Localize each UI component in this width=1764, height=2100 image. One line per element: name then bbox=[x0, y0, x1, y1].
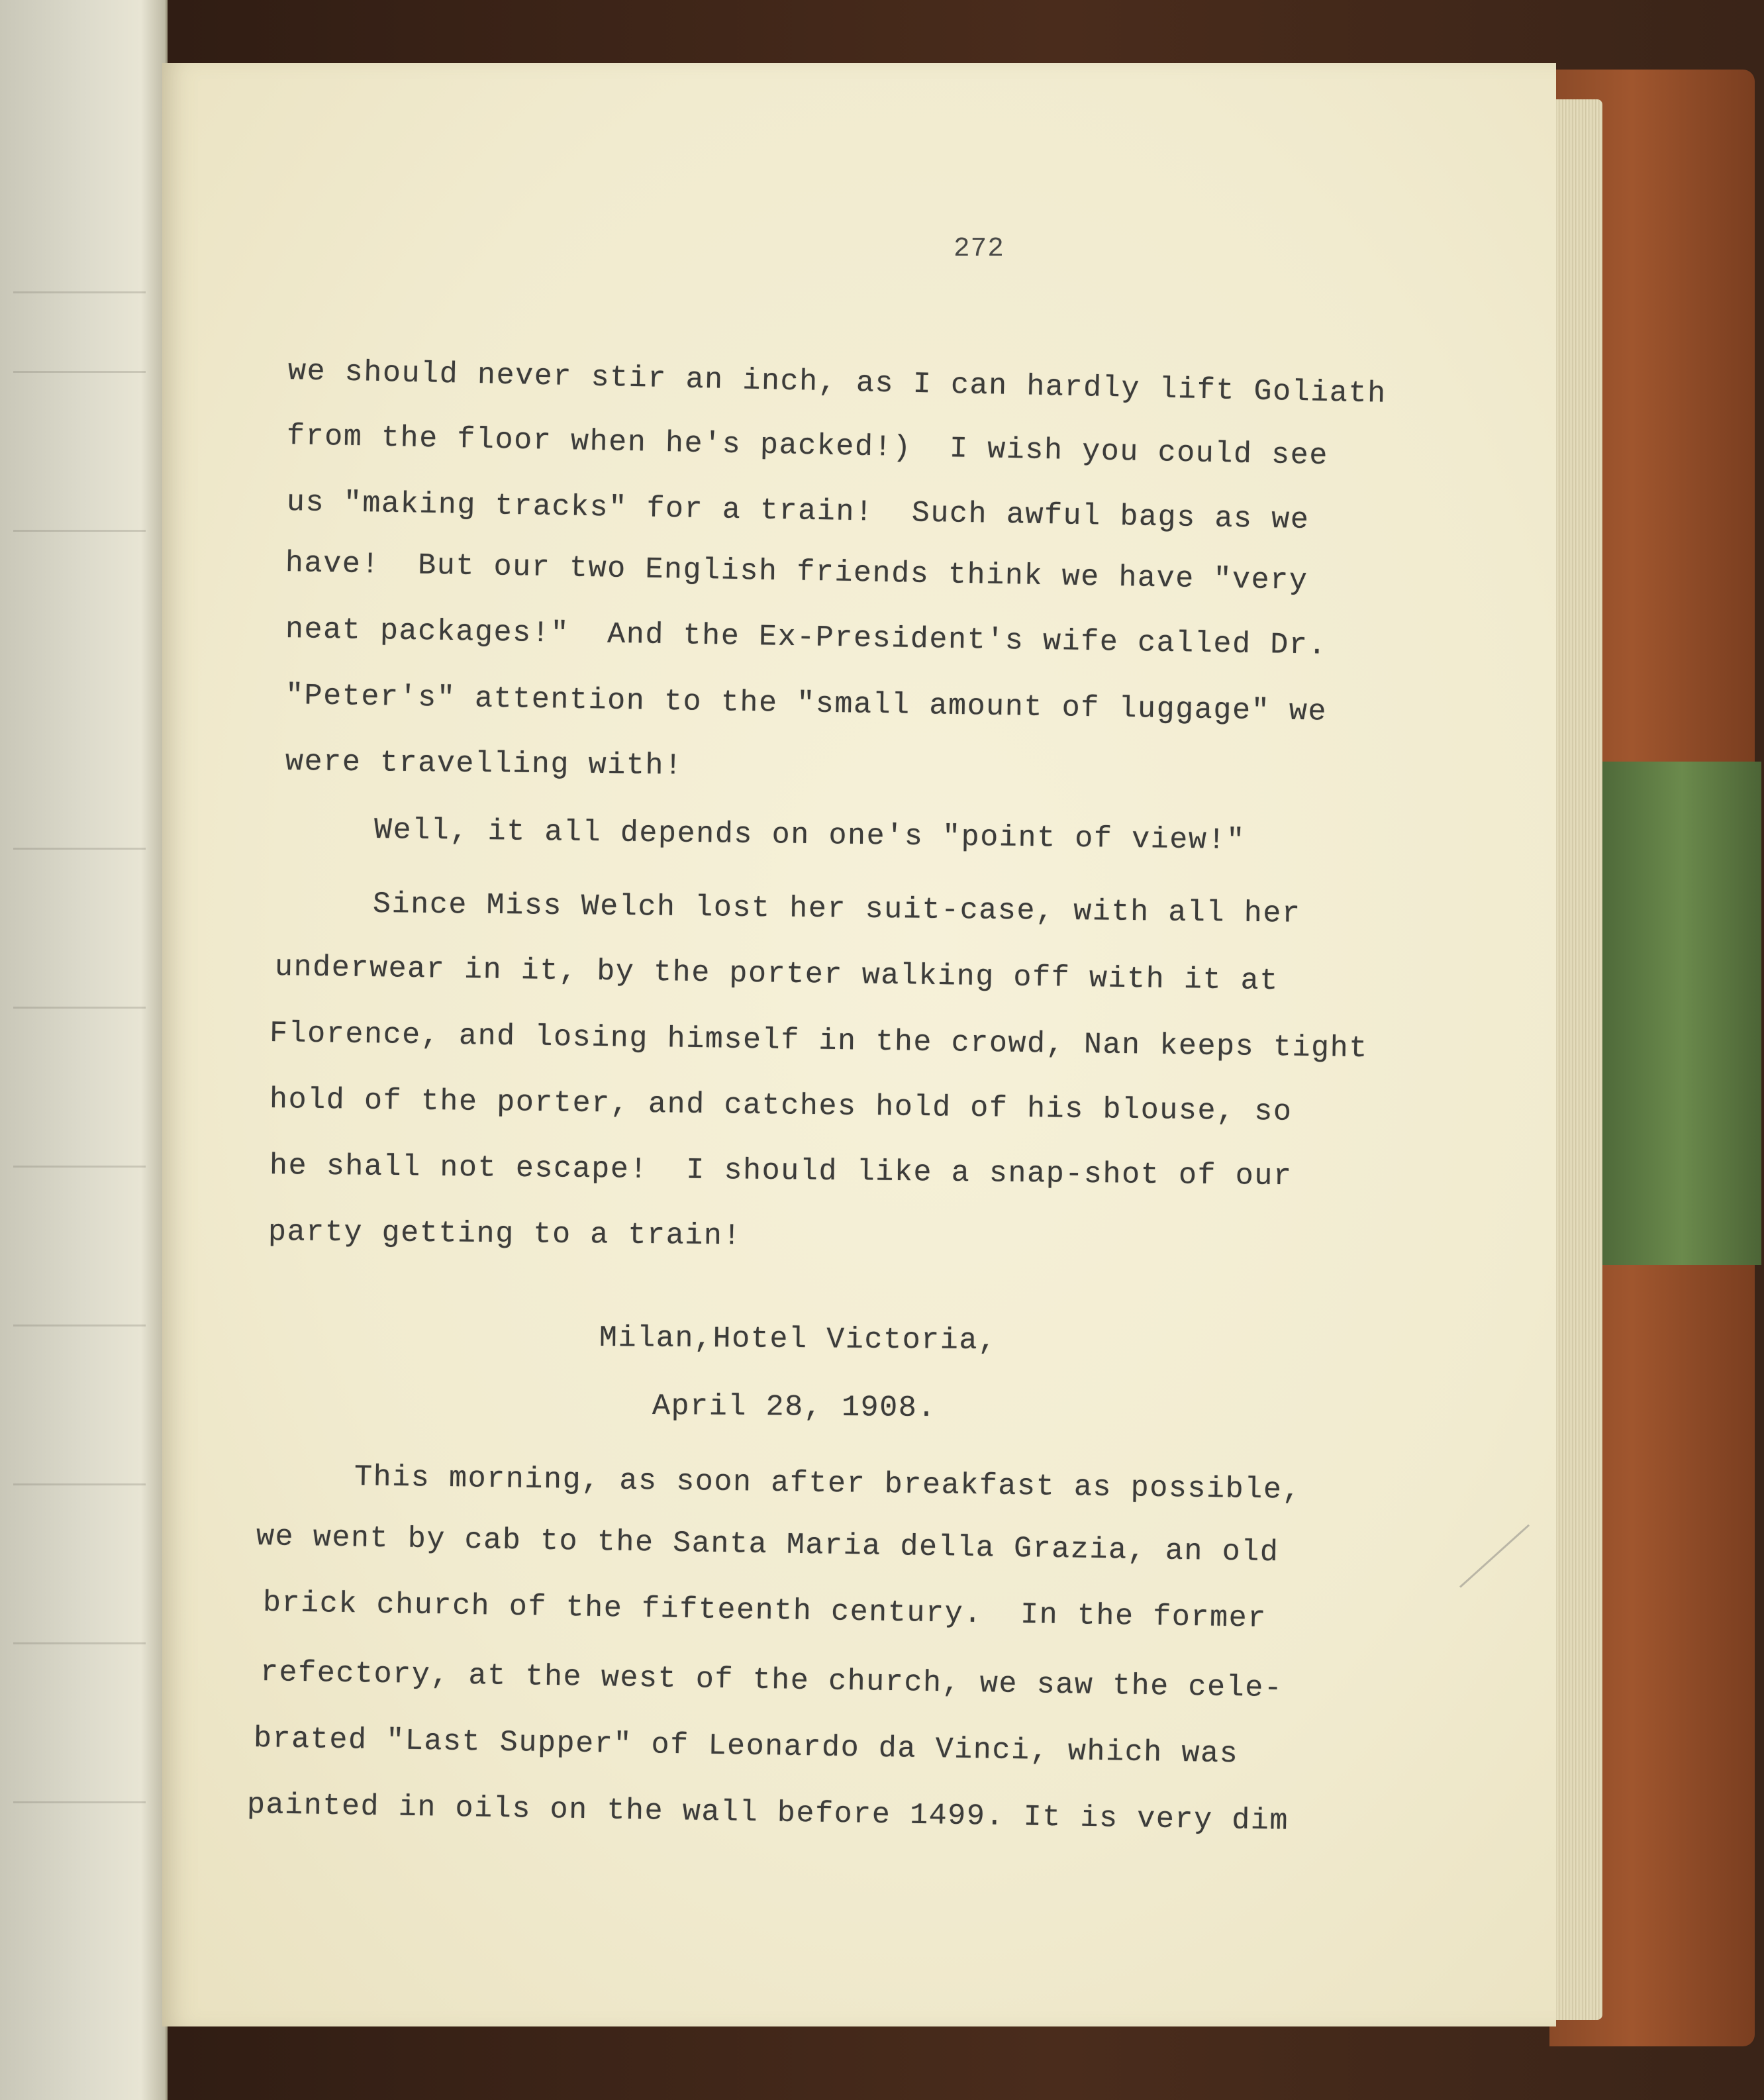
text-line: "Peter's" attention to the "small amount of luggage" we bbox=[285, 679, 1328, 729]
text-line: party getting to a train! bbox=[268, 1215, 742, 1254]
text-line: underwear in it, by the porter walking off with it at bbox=[274, 950, 1279, 999]
text-line: were travelling with! bbox=[285, 745, 683, 783]
text-line: us "making tracks" for a train! Such awful bags as we bbox=[286, 485, 1310, 537]
text-line: brated "Last Supper" of Leonardo da Vinci, which was bbox=[253, 1722, 1239, 1772]
text-line: from the floor when he's packed!) I wish you could see bbox=[286, 419, 1329, 474]
text-line: neat packages!" And the Ex-President's wife called Dr. bbox=[285, 613, 1328, 663]
text-line: brick church of the fifteenth century. In the former bbox=[262, 1586, 1267, 1636]
text-line: hold of the porter, and catches hold of his blouse, so bbox=[269, 1083, 1293, 1129]
text-line: Well, it all depends on one's "point of view!" bbox=[373, 813, 1246, 858]
text-line: have! But our two English friends think we have "very bbox=[285, 546, 1308, 598]
text-line: This morning, as soon after breakfast as possible, bbox=[354, 1460, 1302, 1507]
document-page bbox=[162, 63, 1556, 2026]
text-line: painted in oils on the wall before 1499. It is very dim bbox=[246, 1788, 1289, 1838]
dateline-date: April 28, 1908. bbox=[652, 1389, 937, 1425]
body-text bbox=[162, 63, 1556, 2026]
book-cover-label-strip bbox=[1602, 762, 1761, 1265]
text-line: he shall not escape! I should like a snap-shot of our bbox=[269, 1149, 1293, 1194]
text-line: Florence, and losing himself in the crowd, Nan keeps tight bbox=[269, 1017, 1369, 1066]
text-line: refectory, at the west of the church, we saw the cele- bbox=[260, 1656, 1283, 1706]
text-line: we went by cab to the Santa Maria della Grazia, an old bbox=[256, 1520, 1279, 1570]
page-number: 272 bbox=[954, 234, 1004, 264]
dateline-place: Milan,Hotel Victoria, bbox=[599, 1321, 997, 1358]
facing-page-edge bbox=[0, 0, 168, 2100]
text-line: we should never stir an inch, as I can hardly lift Goliath bbox=[287, 354, 1387, 411]
text-line: Since Miss Welch lost her suit-case, with all her bbox=[372, 887, 1301, 931]
